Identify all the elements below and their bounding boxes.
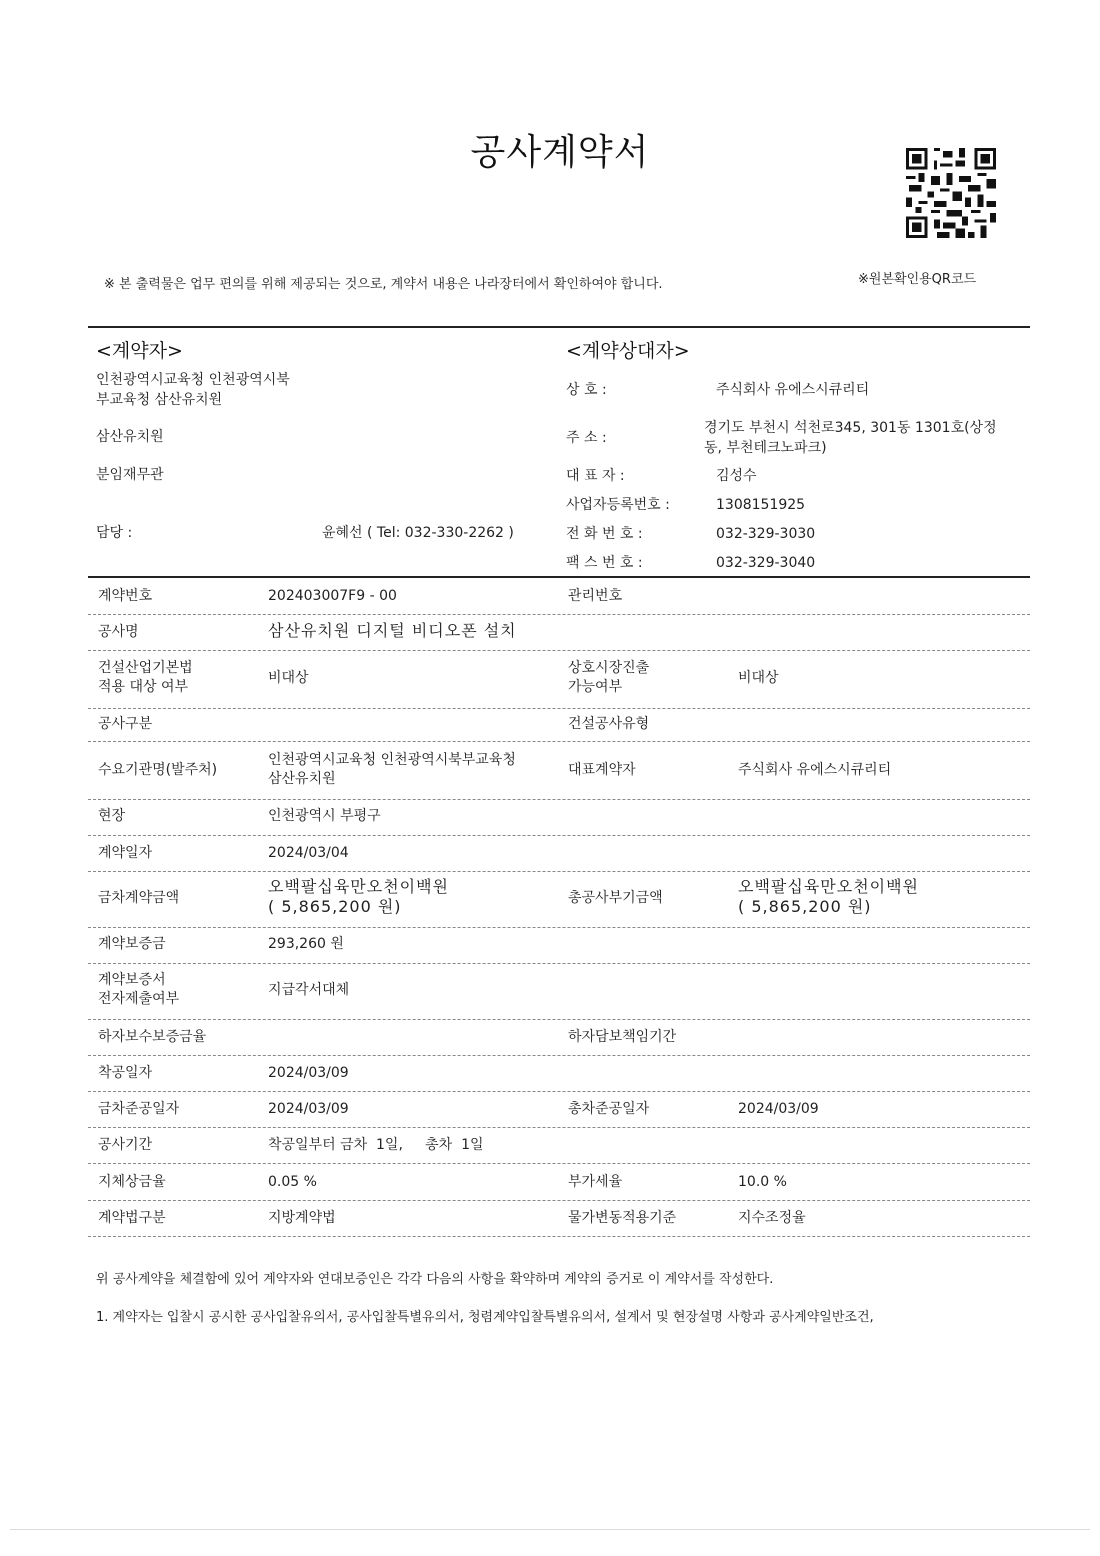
field-value: 착공일부터 금차 1일, 총차 1일 <box>268 1137 484 1153</box>
field-value: 2024/03/04 <box>268 845 349 861</box>
field-value: 2024/03/09 <box>268 1065 349 1081</box>
field-value: 0.05 % <box>268 1174 317 1190</box>
party-heading: <계약자> <box>96 340 183 362</box>
field-value: 인천광역시교육청 인천광역시북부교육청 삼산유치원 <box>268 752 516 787</box>
qr-code-icon <box>906 148 996 238</box>
counterparty-label: 사업자등록번호 : <box>566 497 670 513</box>
counterparty-label: 주 소 : <box>566 430 607 446</box>
field-value: 293,260 원 <box>268 936 344 952</box>
counterparty-value: 경기도 부천시 석천로345, 301동 1301호(상정 동, 부천테크노파크) <box>704 420 997 456</box>
counterparty-label: 전 화 번 호 : <box>566 526 643 542</box>
field-value: 비대상 <box>738 670 779 686</box>
field-value: 10.0 % <box>738 1174 787 1190</box>
field-label: 금차계약금액 <box>98 890 180 906</box>
counterparty-value: 주식회사 유에스시큐리티 <box>716 382 870 398</box>
notice-text: ※ 본 출력물은 업무 편의를 위해 제공되는 것으로, 계약서 내용은 나라장터에서 확인하여야 합니다. <box>104 277 663 292</box>
table-row <box>88 650 1030 709</box>
field-label: 건설공사유형 <box>568 716 650 732</box>
field-value: 삼산유치원 디지털 비디오폰 설치 <box>268 621 517 640</box>
field-label: 총차준공일자 <box>568 1101 650 1117</box>
field-value: 지급각서대체 <box>268 982 350 998</box>
table-row <box>88 1091 1030 1128</box>
field-label: 물가변동적용기준 <box>568 1210 677 1226</box>
field-label: 대표계약자 <box>568 762 636 778</box>
field-label: 계약번호 <box>98 588 153 604</box>
field-label: 현장 <box>98 808 126 824</box>
field-label: 계약보증금 <box>98 936 166 952</box>
qr-caption: ※원본확인용QR코드 <box>858 272 977 287</box>
field-label: 지체상금율 <box>98 1174 166 1190</box>
field-value: 주식회사 유에스시큐리티 <box>738 762 892 778</box>
table-row <box>88 1163 1030 1201</box>
table-row <box>88 1019 1030 1056</box>
field-value: 2024/03/09 <box>268 1101 349 1117</box>
field-value: 오백팔십육만오천이백원 ( 5,865,200 원) <box>268 877 450 916</box>
field-label: 부가세율 <box>568 1174 623 1190</box>
field-value: 지수조정율 <box>738 1210 806 1226</box>
table-row <box>88 708 1030 742</box>
document-title: 공사계약서 <box>470 132 650 173</box>
field-label: 총공사부기금액 <box>568 890 663 906</box>
party-role: 분임재무관 <box>96 467 164 483</box>
field-label: 계약보증서 전자제출여부 <box>98 972 180 1007</box>
party-name: 삼산유치원 <box>96 429 164 445</box>
field-value: 2024/03/09 <box>738 1101 819 1117</box>
table-row <box>88 871 1030 928</box>
field-label: 관리번호 <box>568 588 623 604</box>
table-row <box>88 1200 1030 1237</box>
footer-paragraph: 1. 계약자는 입찰시 공시한 공사입찰유의서, 공사입찰특별유의서, 청렴계약입찰특별유의서, 설계서 및 현장설명 사항과 공사계약일반조건, <box>96 1310 874 1325</box>
field-label: 계약법구분 <box>98 1210 166 1226</box>
table-row <box>88 963 1030 1020</box>
table-row <box>88 927 1030 964</box>
field-label: 공사구분 <box>98 716 153 732</box>
divider <box>88 326 1030 328</box>
table-row <box>88 614 1030 651</box>
party-org: 인천광역시교육청 인천광역시북 부교육청 삼산유치원 <box>96 372 290 408</box>
field-label: 상호시장진출 가능여부 <box>568 660 650 695</box>
field-label: 하자담보책임기간 <box>568 1029 677 1045</box>
field-value: 202403007F9 - 00 <box>268 588 397 604</box>
counterparty-label: 대 표 자 : <box>566 468 625 484</box>
field-value: 비대상 <box>268 670 309 686</box>
counterparty-value: 032-329-3030 <box>716 526 816 542</box>
counterparty-heading: <계약상대자> <box>566 340 690 362</box>
field-label: 공사기간 <box>98 1137 153 1153</box>
table-row <box>88 741 1030 800</box>
table-row <box>88 1055 1030 1092</box>
counterparty-label: 팩 스 번 호 : <box>566 555 643 571</box>
counterparty-value: 1308151925 <box>716 497 806 513</box>
party-contact-label: 담당 : <box>96 525 133 541</box>
table-row <box>88 835 1030 872</box>
divider <box>10 1529 1090 1530</box>
field-label: 금차준공일자 <box>98 1101 180 1117</box>
field-value: 인천광역시 부평구 <box>268 808 381 824</box>
counterparty-value: 032-329-3040 <box>716 555 816 571</box>
table-row <box>88 799 1030 836</box>
table-row <box>88 578 1030 615</box>
field-value: 지방계약법 <box>268 1210 336 1226</box>
field-label: 하자보수보증금율 <box>98 1029 207 1045</box>
field-label: 건설산업기본법 적용 대상 여부 <box>98 660 193 695</box>
footer-paragraph: 위 공사계약을 체결함에 있어 계약자와 연대보증인은 각각 다음의 사항을 확약하며 계약의 증거로 이 계약서를 작성한다. <box>96 1272 774 1287</box>
field-label: 계약일자 <box>98 845 153 861</box>
table-row <box>88 1127 1030 1164</box>
counterparty-value: 김성수 <box>716 468 757 484</box>
counterparty-label: 상 호 : <box>566 382 607 398</box>
field-label: 수요기관명(발주처) <box>98 762 218 778</box>
party-contact-value: 윤혜선 ( Tel: 032-330-2262 ) <box>322 525 514 541</box>
field-label: 공사명 <box>98 624 139 640</box>
field-value: 오백팔십육만오천이백원 ( 5,865,200 원) <box>738 877 920 916</box>
field-label: 착공일자 <box>98 1065 153 1081</box>
